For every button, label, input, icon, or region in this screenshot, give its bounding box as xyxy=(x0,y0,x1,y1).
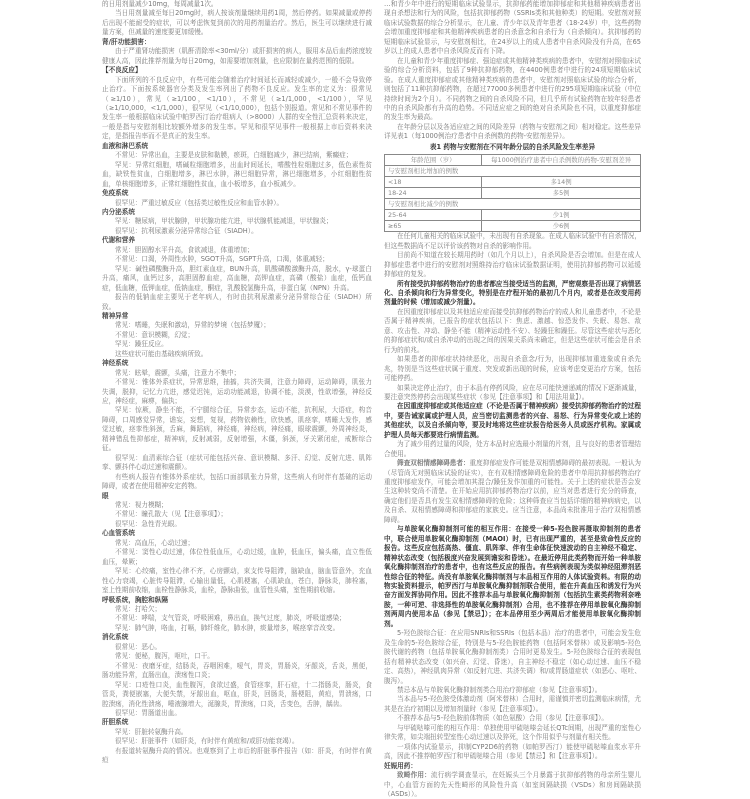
paragraph: 很罕见：胃肠道出血。 xyxy=(115,708,181,717)
paragraph: 有些病人报告有锥体外系症状，包括口面部肌张力异常，这些病人有时伴有基础的运动障碍，或者在使用精神安定药物。 xyxy=(102,472,372,491)
paragraph: …和青少年中进行的短期临床试验显示，抗抑郁药能增加抑郁症和其他精神疾病患者出现自杀想法和行为的风险，包括抗抑郁药物（SSRIs类和其他种类）的短期。安慰剂对照临床试验数据的综合分析显示，在儿童、青少年以及青年患者（18-24岁）中，这些药物会增加重度抑郁症和其他精神疾病患者的自杀意念和自杀行为（自杀倾向）。抗抑郁药的短期临床试验显示，与安慰剂相比，在24岁以上的成人患者中自杀风险没有升高，在65岁以上的成人患者中自杀风险反而有下降。 xyxy=(384,0,641,56)
paragraph: 5-羟色胺综合征：在应用SNRIs和SSRIs（包括本品）治疗的患者中，可能会发生危及生命的5-羟色胺综合征，特别是与5-羟色胺能药物（包括阿米替林）或及影响5-羟色胺代谢的药物（包括单胺氧化酶抑制剂类）合用时更易发生。5-羟色胺综合征的表现包括有精神状态改变（如兴奋、幻觉、昏迷），自主神经不稳定（如心动过速、血压不稳定、高热），神经肌肉异常（如反射亢进、共济失调）和/或胃肠道症状（如恶心、呕吐、腹泻）。 xyxy=(384,629,641,685)
table-cell-diff: 少1例 xyxy=(482,210,641,221)
section-subheading: 代谢和营养 xyxy=(102,236,135,245)
paragraph: 常见：视力模糊； xyxy=(115,501,168,510)
paragraph: 筛查双相情感障碍患者：重度抑郁症发作可能是双相情感障碍的最初表现。一般认为（尽管尚无对照临床试验的证实），在有双相情感障碍危险的患者中单用抗抑郁药物治疗重度抑郁症发作，可能会增加其混合/躁狂发作加重的可能性。关于上述的症状是否会发生这种转变尚不清楚。在开始应用抗抑郁药物治疗以前，应当对患者进行充分的筛查，确定他们是否具有发生双相情感障碍的危险；这种筛查应当包括详细的精神病病史，以及自杀、双相情感障碍和抑郁症的家族史。应当注意，本品尚未批准用于治疗双相情感障碍。 xyxy=(384,459,642,524)
paragraph: 很罕见：肝脏事件（如肝炎，有时伴有黄疸和/或肝功能衰竭）。 xyxy=(115,737,299,746)
paragraph: 目前尚不知道在较长期用药时（如几个月以上），自杀风险是否会增加。但是在成人抑郁症患者中进行的安慰剂对照维持治疗临床试验数据证明，使用抗抑郁药物可以延缓抑郁症的复发。 xyxy=(384,251,641,279)
table-row xyxy=(385,188,641,199)
section-subheading: 呼吸系统，胸腔和纵隔 xyxy=(102,595,168,604)
paragraph: 在任何儿童相关的临床试验中，未出现有自杀现象。在成人临床试验中有自杀情况，但这些数据尚不足以评价该药物对自杀的影响作用。 xyxy=(384,232,641,250)
suicide-risk-table xyxy=(384,154,641,232)
paragraph: 罕见：糖尿病，甲状腺肿，甲状腺功能亢进，甲状腺机能减退，甲状腺炎； xyxy=(115,217,333,226)
section-subheading: 神经系统 xyxy=(102,359,129,368)
paragraph: 不常见：瞳孔散大（见【注意事项】）； xyxy=(115,510,228,519)
paragraph: 不常见：哮喘，支气管炎，呼吸困难，鼻出血，换气过度，肺炎，呼吸道感染； xyxy=(115,614,346,623)
paragraph: 由于严重肾功能损害（肌酐清除率<30ml/分）或肝损害的病人，服用本品后血药浓度较健康人高，因此推荐剂量为每日20mg，如需要增加剂量，也应限制在量药范围的低限。 xyxy=(102,47,372,65)
table-cell-age: 18-24 xyxy=(385,188,482,199)
paragraph: 很罕见：急性青光眼。 xyxy=(115,519,181,528)
paragraph: 有报道转氨酶升高的情况。也观察到了上市后的肝脏事件报告（如：肝炎，有时伴有黄疸 xyxy=(102,746,372,765)
table-group-label: 与安慰剂相比增加的例数 xyxy=(385,166,641,177)
paragraph: 常见：眩晕，震颤，头痛，注意力不集中； xyxy=(115,368,241,377)
paragraph: 罕见：躁狂反应。 xyxy=(115,340,168,349)
paragraph: 罕见：惊厥，静坐不能，不宁腿综合征，异常步态，运动不能，抗利尿，大语症，构音障碍，口周感觉异常，谵妄，妄想，复视，药物依赖性，欣快感，肌痉挛，嗜睡大发作，感觉过敏，痉挛性斜颈，舌麻，舞蹈病，神经痛，神经病，神经痛，眼球震颤，外周神经炎，精神错乱性抑郁症，精神病，反射减弱，反射增强，木僵，斜颈，牙关紧闭症，戒断综合征。 xyxy=(102,406,372,453)
paragraph: 罕见：心绞痛，室性心律不齐，心房颤动，束支传导阻滞，脑缺血，脑血管意外，充血性心力衰竭，心脏传导阻滞，心输出量低，心肌梗塞，心肌缺血，苍白，静脉炎，肺栓塞，室上性期前收缩，血栓性静脉炎，血栓，静脉曲张，血管性头痛，室性期前收缩。 xyxy=(102,567,372,595)
table-group-label: 与安慰剂相比减少的例数 xyxy=(385,199,641,210)
section-subheading: 血液和淋巴系统 xyxy=(102,141,149,150)
paragraph: 不常见：口渴，外周性水肿，SGOT升高，SGPT升高，口渴，体重减轻； xyxy=(115,255,329,264)
paragraph: 不常见：夜磨牙症，结肠炎，吞咽困难，嗳气，胃炎，胃肠炎，牙龈炎，舌炎，黑便，肠功能异常，直肠出血，溃疡性口炎； xyxy=(102,661,372,680)
section-subheading: 精神异常 xyxy=(102,311,129,320)
section-subheading: 妊娠用药： xyxy=(384,761,417,770)
paragraph: 常见：打哈欠； xyxy=(115,605,162,613)
table-header-diff: 每1000例治疗患者中自杀例数的药物-安慰剂差异 xyxy=(482,155,641,166)
paragraph: 当日用剂量减至每日20mg时，病人按该剂量继续用药1周，然后停药。如果减量或停药后出现不能耐受的症状，可以考虑恢复到前次的用药剂量治疗。然后，医生可以继续进行减量方案，但减量的速度要更加缓慢。 xyxy=(102,9,372,37)
paragraph: 罕见：口疮性口炎，血性腹泻，食欲过盛，食管痉挛，肝石症，十二指肠炎，肠炎，食管炎，粪便嵌塞，大便失禁，牙龈出血，呕血，肝炎，回肠炎，肠梗阻，黄疸，胃溃疡，口腔溃疡，消化性溃疡，唾液腺增大，涎腺炎，胃溃疡，口炎，舌变色，舌肿，龋齿。 xyxy=(102,680,372,708)
table-cell-age: 25-64 xyxy=(385,210,482,221)
paragraph: 在因重度抑郁症以及其他适应症而接受抗抑郁药物治疗的成人和儿童患者中，不论是否属于精神疾病，已报告的症状包括以下：焦虑、激越、惊恐发作、失眠、易怒、敌意、攻击性、冲动、静坐不能（精神运动性不安）、轻躁狂和躁狂。尽管这些症状与恶化的抑郁症状和/或自杀冲动的出现之间的因果关系尚未确定，但是这些症状可能会是自杀行为的前兆。 xyxy=(384,307,641,354)
table-cell-age: <18 xyxy=(385,177,482,188)
paragraph: 很罕见：抗利尿激素分泌异常综合征（SIADH）。 xyxy=(115,226,258,235)
section-subheading: 眼 xyxy=(102,491,109,500)
section-subheading: 心血管系统 xyxy=(102,529,135,538)
paragraph: 罕见：异常红细胞，嗜碱粒细胞增多，出血时间延长，嗜酸性粒细胞过多，低色素性贫血，缺铁性贫血，白细胞增多，淋巴水肿，淋巴细胞异常，淋巴细胞增多，小红细胞性贫血，单核细胞增多，正常红细胞性贫血，血小板增多，血小板减少。 xyxy=(102,160,372,188)
paragraph: 为了减少用药过量的风险，处方本品时应选最小剂量的片剂，且与良好的患者管理结合使用。 xyxy=(384,440,641,458)
left-column xyxy=(102,0,372,766)
paragraph: 不常见：锥体外系症状，异常思维，抽搐，共济失调，注意力障碍，运动障碍，肌张力失调，脱抑，记忆力亢进，感觉迟钝，运动功能减退，协调不能，淡漠，性欲增强，神经反应，神经症，麻痹，偏执； xyxy=(102,378,372,406)
paragraph: 致畸作用：流行病学调查显示，在妊娠头三个月暴露于抗抑郁药物的母亲所生婴儿中，心血管方面的先天性畸形的风险性升高（如室间隔缺损（VSDs）和房间隔缺损（ASDs））。 xyxy=(384,771,642,798)
paragraph: 下面所列的不良反应中，有些可能会随着治疗时间延长而减轻或减少，一般不会导致停止治疗。下面按系统器官分类及发生率列出了药物不良反应。发生率的定义为：很常见（≥1/10），常见（≥1/100，<1/10），不常见（≥1/1,000，<1/100），罕见（≥1/10,000，<1/1,000），很罕见（<1/10,000），包括个别报道。常见和不常见事件的发生率一般根据临床试验中帕罗西汀治疗组病人（>8000）人群的安全性汇总资料来决定，一般是指与安慰剂相比较额外增多的发生率。罕见和很罕见事件一般根据上市后资料来决定，是指报告率而不是真正的发生率。 xyxy=(102,75,372,141)
table-row xyxy=(385,166,641,177)
table-header-age: 年龄范围（岁） xyxy=(385,155,482,166)
table-row xyxy=(385,210,641,221)
paragraph: 罕见：肝脏转氨酶升高。 xyxy=(115,727,188,736)
section-subheading: 消化系统 xyxy=(102,633,129,642)
section-subheading: 肾/肝功能损害： xyxy=(102,37,151,46)
paragraph: 当本品与5-羟色胺受体激动剂（阿米替林）合用时，需谨慎并密切监测临床病情，尤其是在治疗初期以及增加剂量时（参见【注意事项】）。 xyxy=(384,695,641,713)
paragraph: 如果决定停止治疗，由于本品有停药风险，应在尽可能快速递减的情况下逐渐减量，要注意突然停药会出现某些症状（参见【注意事项】和【用法用量】）。 xyxy=(384,383,641,401)
paragraph: 报告的低钠血症主要见于老年病人，有时由抗利尿激素分泌异常综合征（SIADH）所致。 xyxy=(102,293,372,311)
paragraph: 与甲硫哒嗪可能的相互作用：单独使用甲硫哒嗪会延长QTc间期，出现严重的室性心律失常，如尖端扭转型室性心动过速以及猝死，这个作用似乎与剂量有相关性。 xyxy=(384,723,641,742)
paragraph: 很罕见：血清素综合征（症状可能包括兴奋、意识模糊、多汗、幻觉、反射亢进、肌阵挛、颤抖伴心动过速和震颤）。 xyxy=(102,453,372,472)
paragraph: 常见：高血压，心动过速； xyxy=(115,538,195,547)
paragraph: 常见：胆固醇水平升高，食欲减退，体重增加； xyxy=(115,245,254,254)
section-subheading: 肝胆系统 xyxy=(102,718,129,727)
paragraph: 一项体内试验显示，抑制CYP2D6的药物（如帕罗西汀）能使甲硫哒嗪血浆水平升高，因此不推荐帕罗西汀和甲硫哒嗪合用（参见【禁忌】和【注意事项】）。 xyxy=(384,742,641,761)
paragraph: 常见：便秘，腹泻，呕吐，口干。 xyxy=(115,652,214,661)
table-cell-diff: 多14例 xyxy=(482,177,641,188)
table-row xyxy=(385,199,641,210)
paragraph: 罕见：肺气肿，咯血，打嗝，肺纤维化，肺水肿，痰量增多，喉痉挛音改变。 xyxy=(115,623,340,632)
paragraph: 很罕见：严重过敏反应（包括类过敏性反应和血管水肿）。 xyxy=(115,198,284,207)
paragraph: 很常见：恶心。 xyxy=(115,642,162,651)
paragraph: 不推荐本品与5-羟色胺前体物质（如色氨酸）合用（参见【注意事项】）。 xyxy=(397,714,608,723)
table-cell-diff: 少6例 xyxy=(482,221,641,232)
paragraph: 这些症状可能由基础疾病所致。 xyxy=(115,349,208,358)
paragraph: 禁忌本品与单胺氧化酶抑制剂类合用治疗抑郁症（参见【注意事项】）。 xyxy=(397,686,602,694)
paragraph: 的日用剂量减少10mg，每周减量1次。 xyxy=(102,0,218,8)
emphasized-paragraph: 所有接受抗抑郁药物治疗的患者都应当接受适当的监测，严密观察是否出现了病情恶化、自杀倾向和行为异常变化，特别是在疗程开始的最初几个月内，或者是在改变用药剂量的时候（增加或减少剂量）。 xyxy=(384,279,641,307)
section-subheading: 免疫系统 xyxy=(102,189,129,198)
paragraph: 在儿童和青少年重度抑郁症、强迫症或其他精神类疾病的患者中，安慰剂对照临床试验的综合分析资料，包括了9种抗抑郁药物，在4400例患者中进行的24项短期临床试验。在成人重度抑郁症或其他精神类疾病的患者中，安慰剂对照临床试验的综合分析，则包括了11种抗抑郁药物，在超过77000多例患者中进行的295项短期临床试验（中位持续时间为2个月）。不同药物之间的自杀风险不同，但几乎所有试验药物在较年轻患者中的自杀风险都有升高的趋势。不同适应症之间的绝对自杀风险也不同，以重度抑郁症的发生率为最高。 xyxy=(384,56,641,122)
paragraph: 如果患者的抑郁症状持续恶化，出现自杀意念/行为，出现抑郁加重迹象或自杀先兆，特别是当这些症状属于重度、突发或新出现的时候，应该考虑变更治疗方案，包括可能停药。 xyxy=(384,355,641,383)
paragraph: 罕见：碱性磷酸酶升高，胆红素血症，BUN升高，肌酸磷酸激酶升高，脱水，γ-球蛋白升高，痛风，血钙过多，高胆固醇血症，高血糖，高钾血症，高磷（酸盐）血症，低钙血症，低血糖，低钾血症，低钠血症，酮症，乳酸脱氢酶升高，非蛋白氮（NPN）升高。 xyxy=(102,264,372,292)
table-cell-age: ≥65 xyxy=(385,221,482,232)
table-cell-diff: 多5例 xyxy=(482,188,641,199)
table-row xyxy=(385,221,641,232)
emphasized-paragraph: 与单胺氧化酶抑制剂可能的相互作用：在接受一种5-羟色胺再摄取抑制剂的患者中，联合使用单胺氧化酶抑制剂（MAOI）时，已有出现严重的，甚至是致命性反应的报告。这些反应包括高热、僵直、肌阵挛、伴有生命体征快速波动的自主神经不稳定、精神状态改变（包括极度兴奋发展到谵妄和昏迷）。在最近停用此类药物而开始一种单胺氧化酶抑制剂治疗的患者中，也有这些反应的报告。有些病例表现为类似神经阻滞剂恶性综合征的特征。尚没有单胺氧化酶抑制剂与本品相互作用的人体试验资料。有限的动物实验资料提示，帕罗西汀与单胺氧化酶抑制剂联合使用，能在升高血压和诱发行为兴奋方面发挥协同作用。因此不推荐本品与单胺氧化酶抑制剂（包括抗生素类药物利奈唑胺，一种可逆、非选择性的单胺氧化酶抑制剂）合用，也不推荐在停用单胺氧化酶抑制剂两周内使用本品（参见【禁忌】）；在本品停用至少两周后才能使用单胺氧化酶抑制剂。 xyxy=(384,525,641,628)
table-title: 表1 药物与安慰剂在不同年龄分层的自杀风险发生率差异 xyxy=(429,142,596,151)
paragraph: 不常见：意识模糊，幻觉； xyxy=(115,330,195,339)
paragraph: 不常见：窦性心动过速，体位性低血压，心动过缓，血肿，低血压，偏头痛，直立性低血压，晕厥； xyxy=(102,548,372,566)
section-heading: 【不良反应】 xyxy=(102,66,142,75)
paragraph: 在年龄分层以及各适应症之间的风险差异（药物与安慰剂之间）相对稳定。这些差异详见表1（每1000例治疗患者中自杀例数的药物-安慰剂差异）。 xyxy=(384,122,641,141)
paragraph: 常见：嗜睡，失眠和激动，异常的梦境（包括梦魇）； xyxy=(115,321,270,330)
emphasized-paragraph: 在因重度抑郁症或其他适应症（不论是否属于精神疾病）接受抗抑郁药物治疗的过程中，要告诫家属或护理人员，应当密切监测患者的兴奋、易怒、行为异常变化或上述的其他症状，以及自杀倾向等，要及时地将这些症状报告给医务人员或医疗机构。家属或护理人员每天都要进行病情监测。 xyxy=(384,402,641,439)
table-row xyxy=(385,177,641,188)
right-column xyxy=(384,0,641,799)
section-subheading: 内分泌系统 xyxy=(102,207,135,216)
paragraph: 不常见：异常出血，主要是皮肤和黏膜，瘀斑，白细胞减少，淋巴结病，紫癜症； xyxy=(115,151,353,160)
